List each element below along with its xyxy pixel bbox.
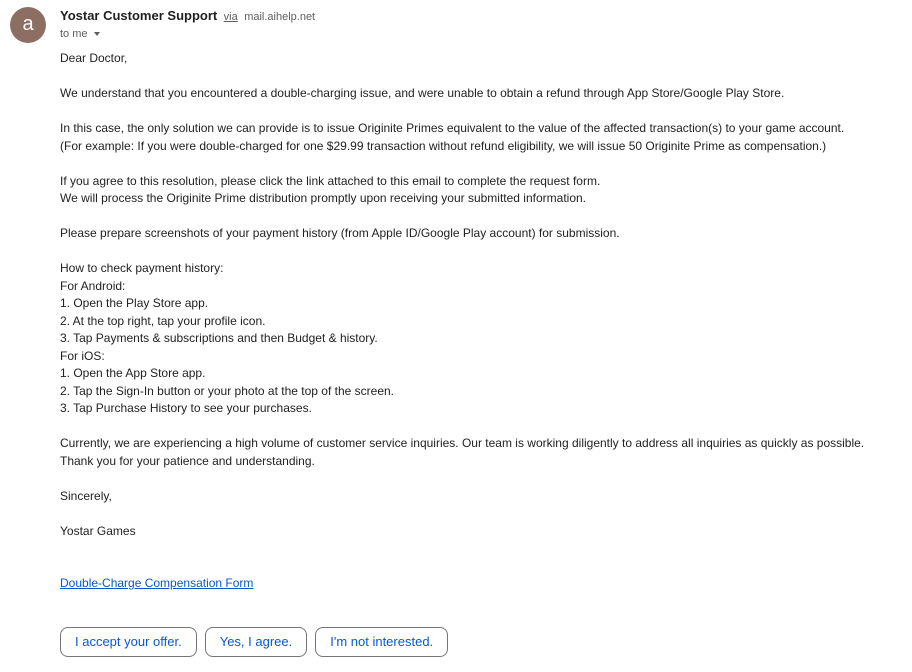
android-step: 3. Tap Payments & subscriptions and then Budget & history.: [60, 331, 378, 345]
paragraph-agree-line2: We will process the Originite Prime distribution promptly upon receiving your submitted information.: [60, 191, 587, 205]
paragraph-volume-line2: Thank you for your patience and understanding.: [60, 453, 315, 468]
smart-replies: [60, 627, 448, 657]
recipient-label: to me: [60, 28, 88, 40]
howto-title: How to check payment history:: [60, 261, 224, 275]
sender-name[interactable]: Yostar Customer Support: [60, 8, 218, 23]
android-title: For Android:: [60, 278, 126, 293]
sender-avatar[interactable]: a: [10, 7, 46, 43]
smart-reply-agree-button[interactable]: Yes, I agree.: [205, 627, 308, 657]
sender-line: [60, 8, 315, 25]
paragraph-volume-line1: Currently, we are experiencing a high volume of customer service inquiries. Our team is working diligently to address all inquiries as quickly as possible.: [60, 436, 865, 450]
android-step: 1. Open the Play Store app.: [60, 296, 209, 310]
ios-step: 2. Tap the Sign-In button or your photo at the top of the screen.: [60, 383, 395, 398]
via-domain: mail.aihelp.net: [244, 11, 316, 23]
ios-title: For iOS:: [60, 348, 105, 363]
paragraph-issue: We understand that you encountered a double-charging issue, and were unable to obtain a refund through App Store/Google Play Store.: [60, 86, 785, 100]
paragraph-screenshots: Please prepare screenshots of your payment history (from Apple ID/Google Play account) for submission.: [60, 226, 620, 240]
smart-reply-decline-button[interactable]: I'm not interested.: [315, 627, 448, 657]
paragraph-agree-line1: If you agree to this resolution, please click the link attached to this email to complete the request form.: [60, 173, 601, 188]
email-body: [60, 50, 900, 593]
via-label[interactable]: via: [223, 11, 238, 23]
smart-reply-accept-button[interactable]: I accept your offer.: [60, 627, 197, 657]
recipient-details[interactable]: [60, 27, 100, 41]
greeting: Dear Doctor,: [60, 51, 128, 65]
ios-step: 3. Tap Purchase History to see your purchases.: [60, 401, 312, 415]
ios-step: 1. Open the App Store app.: [60, 366, 206, 380]
paragraph-solution-line1: In this case, the only solution we can provide is to issue Originite Primes equivalent to the value of the affected transaction(s) to your game account.: [60, 121, 845, 135]
compensation-form-link[interactable]: Double-Charge Compensation Form: [60, 576, 254, 590]
android-step: 2. At the top right, tap your profile icon.: [60, 313, 266, 328]
signature: Yostar Games: [60, 523, 136, 538]
closing: Sincerely,: [60, 488, 112, 503]
paragraph-solution-line2: (For example: If you were double-charged for one $29.99 transaction without refund eligibility, we will issue 50 Originite Prime as compensation.): [60, 138, 827, 153]
chevron-down-icon[interactable]: [94, 32, 100, 36]
